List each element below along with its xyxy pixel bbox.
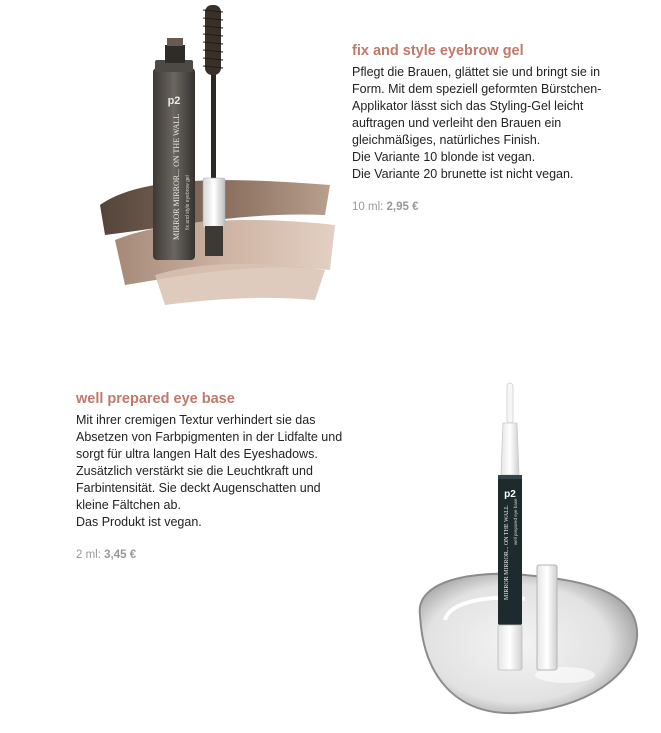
description-line: Zusätzlich verstärkt sie die Leuchtkraft und — [76, 464, 313, 478]
description-line: Form. Mit dem speziell geformten Bürstchen- — [352, 82, 602, 96]
description-line: Farbintensität. Sie deckt Augenschatten und — [76, 481, 321, 495]
product-title[interactable]: well prepared eye base — [76, 391, 235, 407]
product-eyebrow-gel — [352, 43, 652, 213]
description-line: Die Variante 20 brunette ist nicht vegan. — [352, 167, 574, 181]
eye-base-product-image — [405, 375, 650, 725]
description-line: auftragen und verleiht den Brauen ein — [352, 116, 562, 130]
product-price — [352, 201, 652, 213]
description-line: Pflegt die Brauen, glättet sie und bringt sie in — [352, 65, 601, 79]
eye-base-package-sub: well prepared eye base — [513, 498, 518, 545]
eyebrow-package-sub: fix and style eyebrow gel — [185, 175, 191, 230]
product-description — [352, 64, 652, 183]
eyebrow-gel-product-image — [95, 0, 340, 310]
price-label: 10 ml: — [352, 201, 384, 213]
description-line: Die Variante 10 blonde ist vegan. — [352, 150, 536, 164]
product-eye-base — [76, 391, 396, 561]
description-line: Absetzen von Farbpigmenten in der Lidfalte und — [76, 430, 343, 444]
eye-base-brand-logo: p2 — [504, 489, 516, 500]
description-line: Das Produkt ist vegan. — [76, 515, 202, 529]
description-line: Mit ihrer cremigen Textur verhindert sie das — [76, 413, 316, 427]
product-price — [76, 549, 396, 561]
price-value: 2,95 € — [386, 201, 419, 213]
description-line: Applikator lässt sich das Styling-Gel leicht — [352, 99, 584, 113]
product-title[interactable]: fix and style eyebrow gel — [352, 43, 524, 59]
description-line: sorgt für ultra langen Halt des Eyeshadows. — [76, 447, 318, 461]
eyebrow-brand-logo: p2 — [167, 95, 181, 107]
price-value: 3,45 € — [104, 549, 137, 561]
eye-base-package-text: MIRROR MIRROR... ON THE WALL — [504, 505, 510, 600]
eyebrow-package-text: MIRROR MIRROR... ON THE WALL — [172, 113, 181, 240]
price-label: 2 ml: — [76, 549, 101, 561]
description-line: kleine Fältchen ab. — [76, 498, 181, 512]
description-line: gleichmäßiges, natürliches Finish. — [352, 133, 541, 147]
product-description — [76, 412, 396, 531]
